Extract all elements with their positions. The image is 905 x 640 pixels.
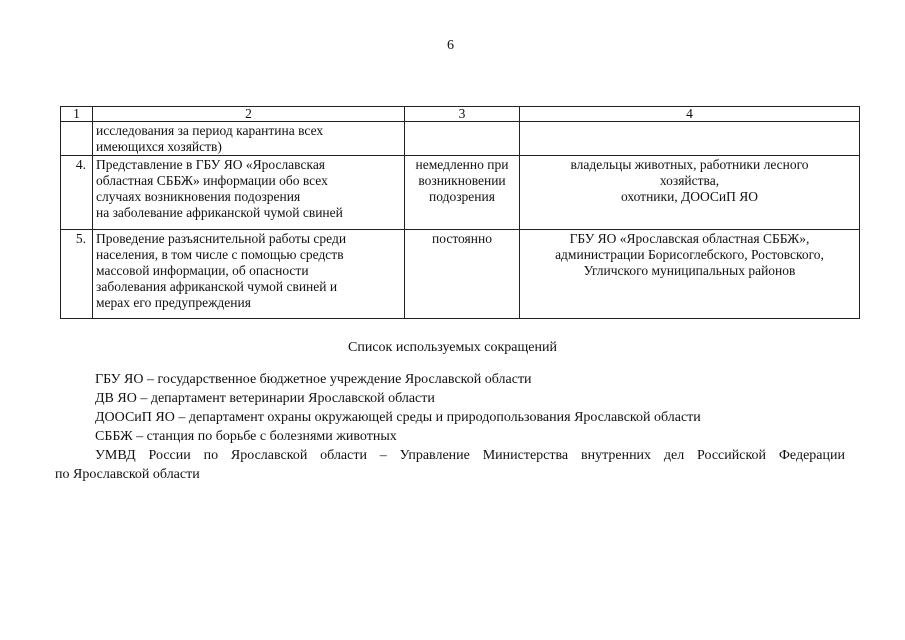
row-number: 5. [61,230,93,319]
measure-cell [93,156,405,230]
measure-line: Представление в ГБУ ЯО «Ярославская [96,157,326,172]
header-cell: 4 [520,107,860,122]
measure-line: Проведение разъяснительной работы среди [96,231,347,246]
measure-line: заболевания африканской чумой свиней и [96,279,338,294]
header-cell: 2 [93,107,405,122]
measure-line: исследования за период карантина всех [96,123,324,138]
measure-line: населения, в том числе с помощью средств [96,247,344,262]
term-line: возникновении [418,173,506,188]
term-line: немедленно при [415,157,509,172]
term-line: подозрения [429,189,495,204]
table-row [61,122,860,156]
table-row [61,156,860,230]
row-number [61,122,93,156]
responsible-cell [520,230,860,319]
measure-line: на заболевание африканской чумой свиней [96,205,343,220]
table-row [61,230,860,319]
measure-line: массовой информации, об опасности [96,263,309,278]
term-line: постоянно [432,231,492,246]
measure-line: мерах его предупреждения [96,295,251,310]
measure-cell [93,230,405,319]
abbreviation-item: ДВ ЯО – департамент ветеринарии Ярославской области [95,391,435,406]
responsible-line: хозяйства, [659,173,720,188]
abbreviation-item: ГБУ ЯО – государственное бюджетное учреждение Ярославской области [95,372,532,387]
measures-table [60,106,860,319]
responsible-line: Угличского муниципальных районов [583,263,796,278]
responsible-line: охотники, ДООСиП ЯО [620,189,759,204]
measure-line: областная СББЖ» информации обо всех [96,173,328,188]
table-header-row [61,107,860,122]
responsible-line: ГБУ ЯО «Ярославская областная СББЖ», [569,231,810,246]
abbreviations-title: Список используемых сокращений [348,340,557,355]
abbreviations-list [55,370,845,484]
measure-line: имеющихся хозяйств) [96,139,222,154]
abbreviation-item-continuation: по Ярославской области [55,467,200,482]
term-cell [405,122,520,156]
responsible-line: владельцы животных, работники лесного [570,157,809,172]
abbreviation-item: УМВД России по Ярославской области – Управление Министерства внутренних дел Российской Федерации [95,448,845,463]
abbreviation-item: ДООСиП ЯО – департамент охраны окружающей среды и природопользования Ярославской области [95,410,701,425]
responsible-cell [520,122,860,156]
header-cell: 3 [405,107,520,122]
abbreviation-item: СББЖ – станция по борьбе с болезнями животных [95,429,397,444]
measure-line: случаях возникновения подозрения [96,189,301,204]
responsible-line: администрации Борисоглебского, Ростовского, [555,247,824,262]
responsible-cell [520,156,860,230]
measure-cell [93,122,405,156]
page-number: 6 [447,38,454,53]
header-cell: 1 [61,107,93,122]
term-cell [405,156,520,230]
row-number: 4. [61,156,93,230]
term-cell [405,230,520,319]
